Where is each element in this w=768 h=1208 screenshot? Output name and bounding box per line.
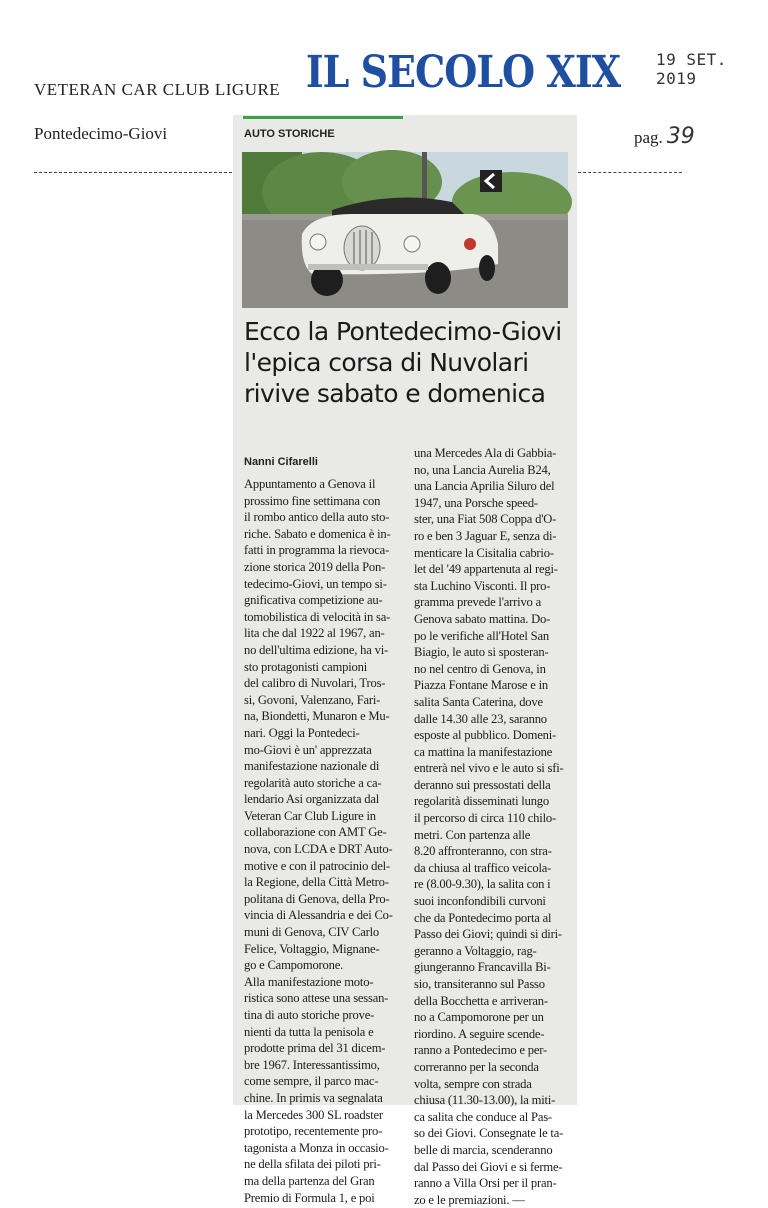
page-label: pag. [634,128,663,147]
article-text-line: ranno a Villa Orsi per il pran- [414,1176,557,1191]
article-text-line: chine. In primis va segnalata [244,1090,383,1105]
article-text-line: ranno a Pontedecimo e per- [414,1043,548,1058]
article-text-line: vincia di Alessandria e dei Co- [244,908,393,923]
article-text-line: esposte al pubblico. Domeni- [414,728,556,743]
article-text-line: una Lancia Aprilia Siluro del [414,479,555,494]
article-text-line: no dell'ultima edizione, ha vi- [244,642,389,657]
article-text-line: bre 1967. Interessantissimo, [244,1057,380,1072]
article-text-line: ca mattina la manifestazione [414,744,553,759]
article-text-line: no a Campomorone per un [414,1010,544,1025]
article-text-line: la Mercedes 300 SL roadster [244,1107,383,1122]
article-text-line: volta, sempre con strada [414,1076,532,1091]
article-text-line: geranno a Voltaggio, rag- [414,943,537,958]
article-text-line: Passo dei Giovi; quindi si diri- [414,927,562,942]
article-text-line: no, una Lancia Aurelia B24, [414,462,551,477]
article-text-line: Premio di Formula 1, e poi [244,1190,375,1205]
article-text-line: gramma prevede l'arrivo a [414,595,541,610]
article-column-1 [244,476,404,1206]
event-name: Pontedecimo-Giovi [34,124,168,143]
article-text-line: tomobilistica di velocità in sa- [244,609,391,624]
date-stamp: 19 SET. 2019 [656,50,727,88]
headline-line-2: l'epica corsa di Nuvolari [244,348,529,377]
article-text-line: re (8.00-9.30), la salita con i [414,877,551,892]
article-text-line: politana di Genova, della Pro- [244,891,390,906]
article-text-line: entrerà nel vivo e le auto si sfi- [414,761,564,776]
headline-line-1: Ecco la Pontedecimo-Giovi [244,317,562,346]
dashed-divider-left [34,172,232,173]
article-text-line: let del '49 appartenuta al regi- [414,562,558,577]
article-text-line: si, Govoni, Valenzano, Fari- [244,692,381,707]
article-text-line: go e Campomorone. [244,958,344,973]
article-text-line: della Bocchetta e arriveran- [414,993,548,1008]
article-text-line: il rombo antico della auto sto- [244,510,390,525]
article-text-line: tedecimo-Giovi, un tempo si- [244,576,387,591]
article-text-line: che da Pontedecimo porta al [414,910,552,925]
article-text-line: Piazza Fontane Marose e in [414,678,548,693]
article-text-line: giungeranno Francavilla Bi- [414,960,551,975]
masthead-title: IL SECOLO XIX [305,45,621,97]
article-text-line: prossimo fine settimana con [244,493,381,508]
article-text-line: suoi inconfondibili curvoni [414,894,546,909]
article-text-line: regolarità disseminati lungo [414,794,549,809]
article-text-line: zione storica 2019 della Pon- [244,559,386,574]
article-text-line: ster, una Fiat 508 Coppa d'O- [414,512,557,527]
article-column-2 [414,445,572,1208]
article-text-line: chiusa (11.30-13.00), la miti- [414,1093,556,1108]
article-text-line: collaborazione con AMT Ge- [244,825,387,840]
section-rule [243,116,403,119]
article-text-line: la Regione, della Città Metro- [244,875,389,890]
article-headline [244,316,569,409]
newspaper-masthead [300,45,626,97]
article-text-line: prodotte prima del 31 dicem- [244,1041,386,1056]
article-text-line: metri. Con partenza alle [414,827,531,842]
article-text-line: mo-Giovi è un' apprezzata [244,742,372,757]
article-photo [242,152,568,308]
article-text-line: Biagio, le auto si sposteran- [414,645,549,660]
article-text-line: lendario Asi organizzata dal [244,792,380,807]
article-text-line: ne della sfilata dei piloti pri- [244,1157,381,1172]
article-text-line: salita Santa Caterina, dove [414,694,543,709]
article-text-line: motive e con il patrocinio del- [244,858,390,873]
section-label: AUTO STORICHE [244,128,335,140]
article-text-line: no nel centro di Genova, in [414,661,546,676]
article-text-line: nari. Oggi la Pontedeci- [244,725,360,740]
article-text-line: sta Luchino Visconti. Il pro- [414,578,551,593]
article-text-line: Alla manifestazione moto- [244,974,374,989]
article-text-line: dal Passo dei Giovi e si ferme- [414,1159,563,1174]
article-text-line: na, Biondetti, Munaron e Mu- [244,709,390,724]
article-text-line: po le verifiche all'Hotel San [414,628,549,643]
article-text-line: Appuntamento a Genova il [244,477,376,491]
club-name: VETERAN CAR CLUB LIGURE [34,80,281,99]
article-text-line: muni di Genova, CIV Carlo [244,925,380,940]
article-text-line: correranno per la seconda [414,1059,539,1074]
article-text-line: sto protagonisti campioni [244,659,368,674]
article-text-line: fatti in programma la rievoca- [244,543,390,558]
article-text-line: tagonista a Monza in occasio- [244,1140,389,1155]
article-text-line: ma della partenza del Gran [244,1173,375,1188]
article-text-line: ristica sono attese una sessan- [244,991,389,1006]
article-text-line: belle di marcia, scenderanno [414,1142,553,1157]
article-text-line: 1947, una Porsche speed- [414,495,538,510]
article-text-line: sio, transiteranno sul Passo [414,977,545,991]
dashed-divider-right [578,172,682,173]
article-text-line: riordino. A seguire scende- [414,1026,545,1041]
article-text-line: nova, con LCDA e DRT Auto- [244,842,393,857]
article-text-line: 8.20 affronteranno, con stra- [414,844,552,859]
article-text-line: so dei Giovi. Consegnate le ta- [414,1126,564,1141]
article-text-line: regolarità auto storiche a ca- [244,775,382,790]
article-text-line: deranno sui pressostati della [414,777,551,792]
article-text-line: manifestazione nazionale di [244,759,380,774]
article-text-line: nienti da tutta la penisola e [244,1024,374,1039]
article-text-line: lita che dal 1922 al 1967, an- [244,626,385,641]
article-text-line: ro e ben 3 Jaguar E, senza di- [414,528,557,543]
article-text-line: da chiusa al traffico veicola- [414,860,552,875]
article-text-line: tina di auto storiche prove- [244,1008,375,1022]
headline-line-3: rivive sabato e domenica [244,379,546,408]
page-number: 39 [666,124,695,149]
article-text-line: riche. Sabato e domenica è in- [244,526,391,541]
page-reference [634,124,695,149]
article-text-line: menticare la Cisitalia cabrio- [414,545,554,560]
article-text-line: prototipo, recentemente pro- [244,1124,383,1139]
article-text-line: il percorso di circa 110 chilo- [414,811,556,826]
article-text-line: del calibro di Nuvolari, Tros- [244,676,386,691]
article-text-line: dalle 14.30 alle 23, saranno [414,711,547,726]
article-text-line: Felice, Voltaggio, Mignane- [244,941,380,956]
article-text-line: zo e le premiazioni. — [414,1192,525,1207]
car-photo-illustration [242,152,568,308]
article-text-line: come sempre, il parco mac- [244,1074,379,1089]
article-text-line: Veteran Car Club Ligure in [244,808,376,823]
article-text-line: una Mercedes Ala di Gabbia- [414,446,557,460]
article-text-line: ca salita che conduce al Pas- [414,1109,552,1124]
article-text-line: Genova sabato mattina. Do- [414,611,551,626]
article-text-line: gnificativa competizione au- [244,593,383,608]
article-author: Nanni Cifarelli [244,456,318,468]
